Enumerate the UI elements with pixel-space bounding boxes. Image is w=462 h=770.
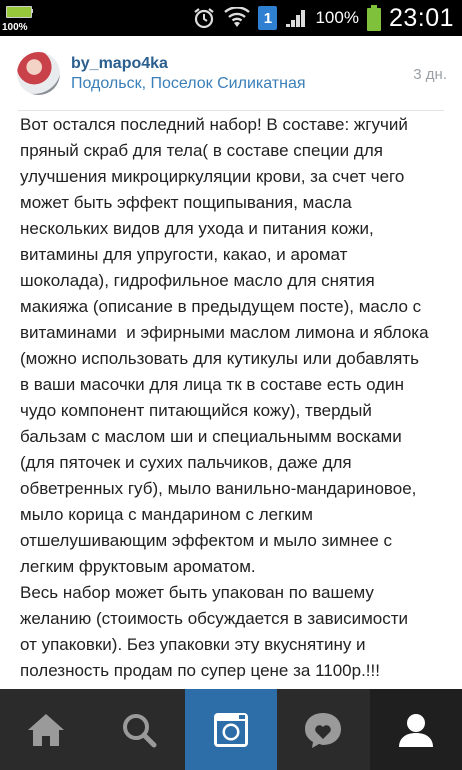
battery-small-label: 100% — [2, 22, 28, 33]
divider — [18, 110, 444, 111]
nav-profile[interactable] — [370, 689, 462, 770]
battery-icon — [367, 5, 381, 31]
camera-icon — [211, 710, 251, 750]
profile-icon — [397, 711, 435, 749]
avatar[interactable] — [17, 52, 60, 95]
location-link[interactable]: Подольск, Поселок Силикатная — [71, 75, 306, 92]
post-caption: Вот остался последний набор! В составе: жгучий пряный скраб для тела( в составе специи для улучшения микроциркуляции крови, за счет чего может быть эффект пощипывания, масла нескольких видов для ухода и питания кожи, витамины для упругости, какао, и аромат шоколада), гидрофильное масло для снятия макияжа (описание в предыдущем посте), масло с витаминами и эфирными маслом лимона и яблока (можно использовать для кутикулы или добавлять в ваши масочки для лица тк в составе есть один чудо компонент питающийся кожу), твердый бальзам с маслом ши и специальнымм восками (для пяточек и сухих пальчиков, даже для обветренных губ), мыло ванильно-мандариновое, мыло корица с мандарином с легким отшелушивающим эффектом и мыло зимнее с легким фруктовым ароматом. Весь набор может быть упакован по вашему желанию (стоимость обсуждается в зависимости от упаковки). Без упаковки эту вкуснятину и полезность продам по супер цене за 1100р.!!! — [20, 115, 429, 680]
wifi-icon — [224, 7, 250, 29]
nav-activity[interactable] — [277, 689, 369, 770]
alarm-icon — [192, 6, 216, 30]
battery-percent: 100% — [315, 8, 359, 27]
battery-small-icon — [6, 4, 34, 17]
clock: 23:01 — [388, 3, 454, 32]
sim-indicator: 1 — [258, 6, 277, 30]
activity-icon — [302, 710, 344, 750]
bottom-nav — [0, 689, 462, 770]
signal-icon — [285, 8, 307, 28]
nav-camera[interactable] — [185, 689, 277, 770]
post-time: 3 дн. — [413, 66, 447, 83]
nav-search[interactable] — [92, 689, 184, 770]
search-icon — [120, 711, 158, 749]
username[interactable]: by_mapo4ka — [71, 55, 168, 72]
nav-home[interactable] — [0, 689, 92, 770]
home-icon — [26, 711, 66, 749]
status-bar — [0, 0, 462, 36]
